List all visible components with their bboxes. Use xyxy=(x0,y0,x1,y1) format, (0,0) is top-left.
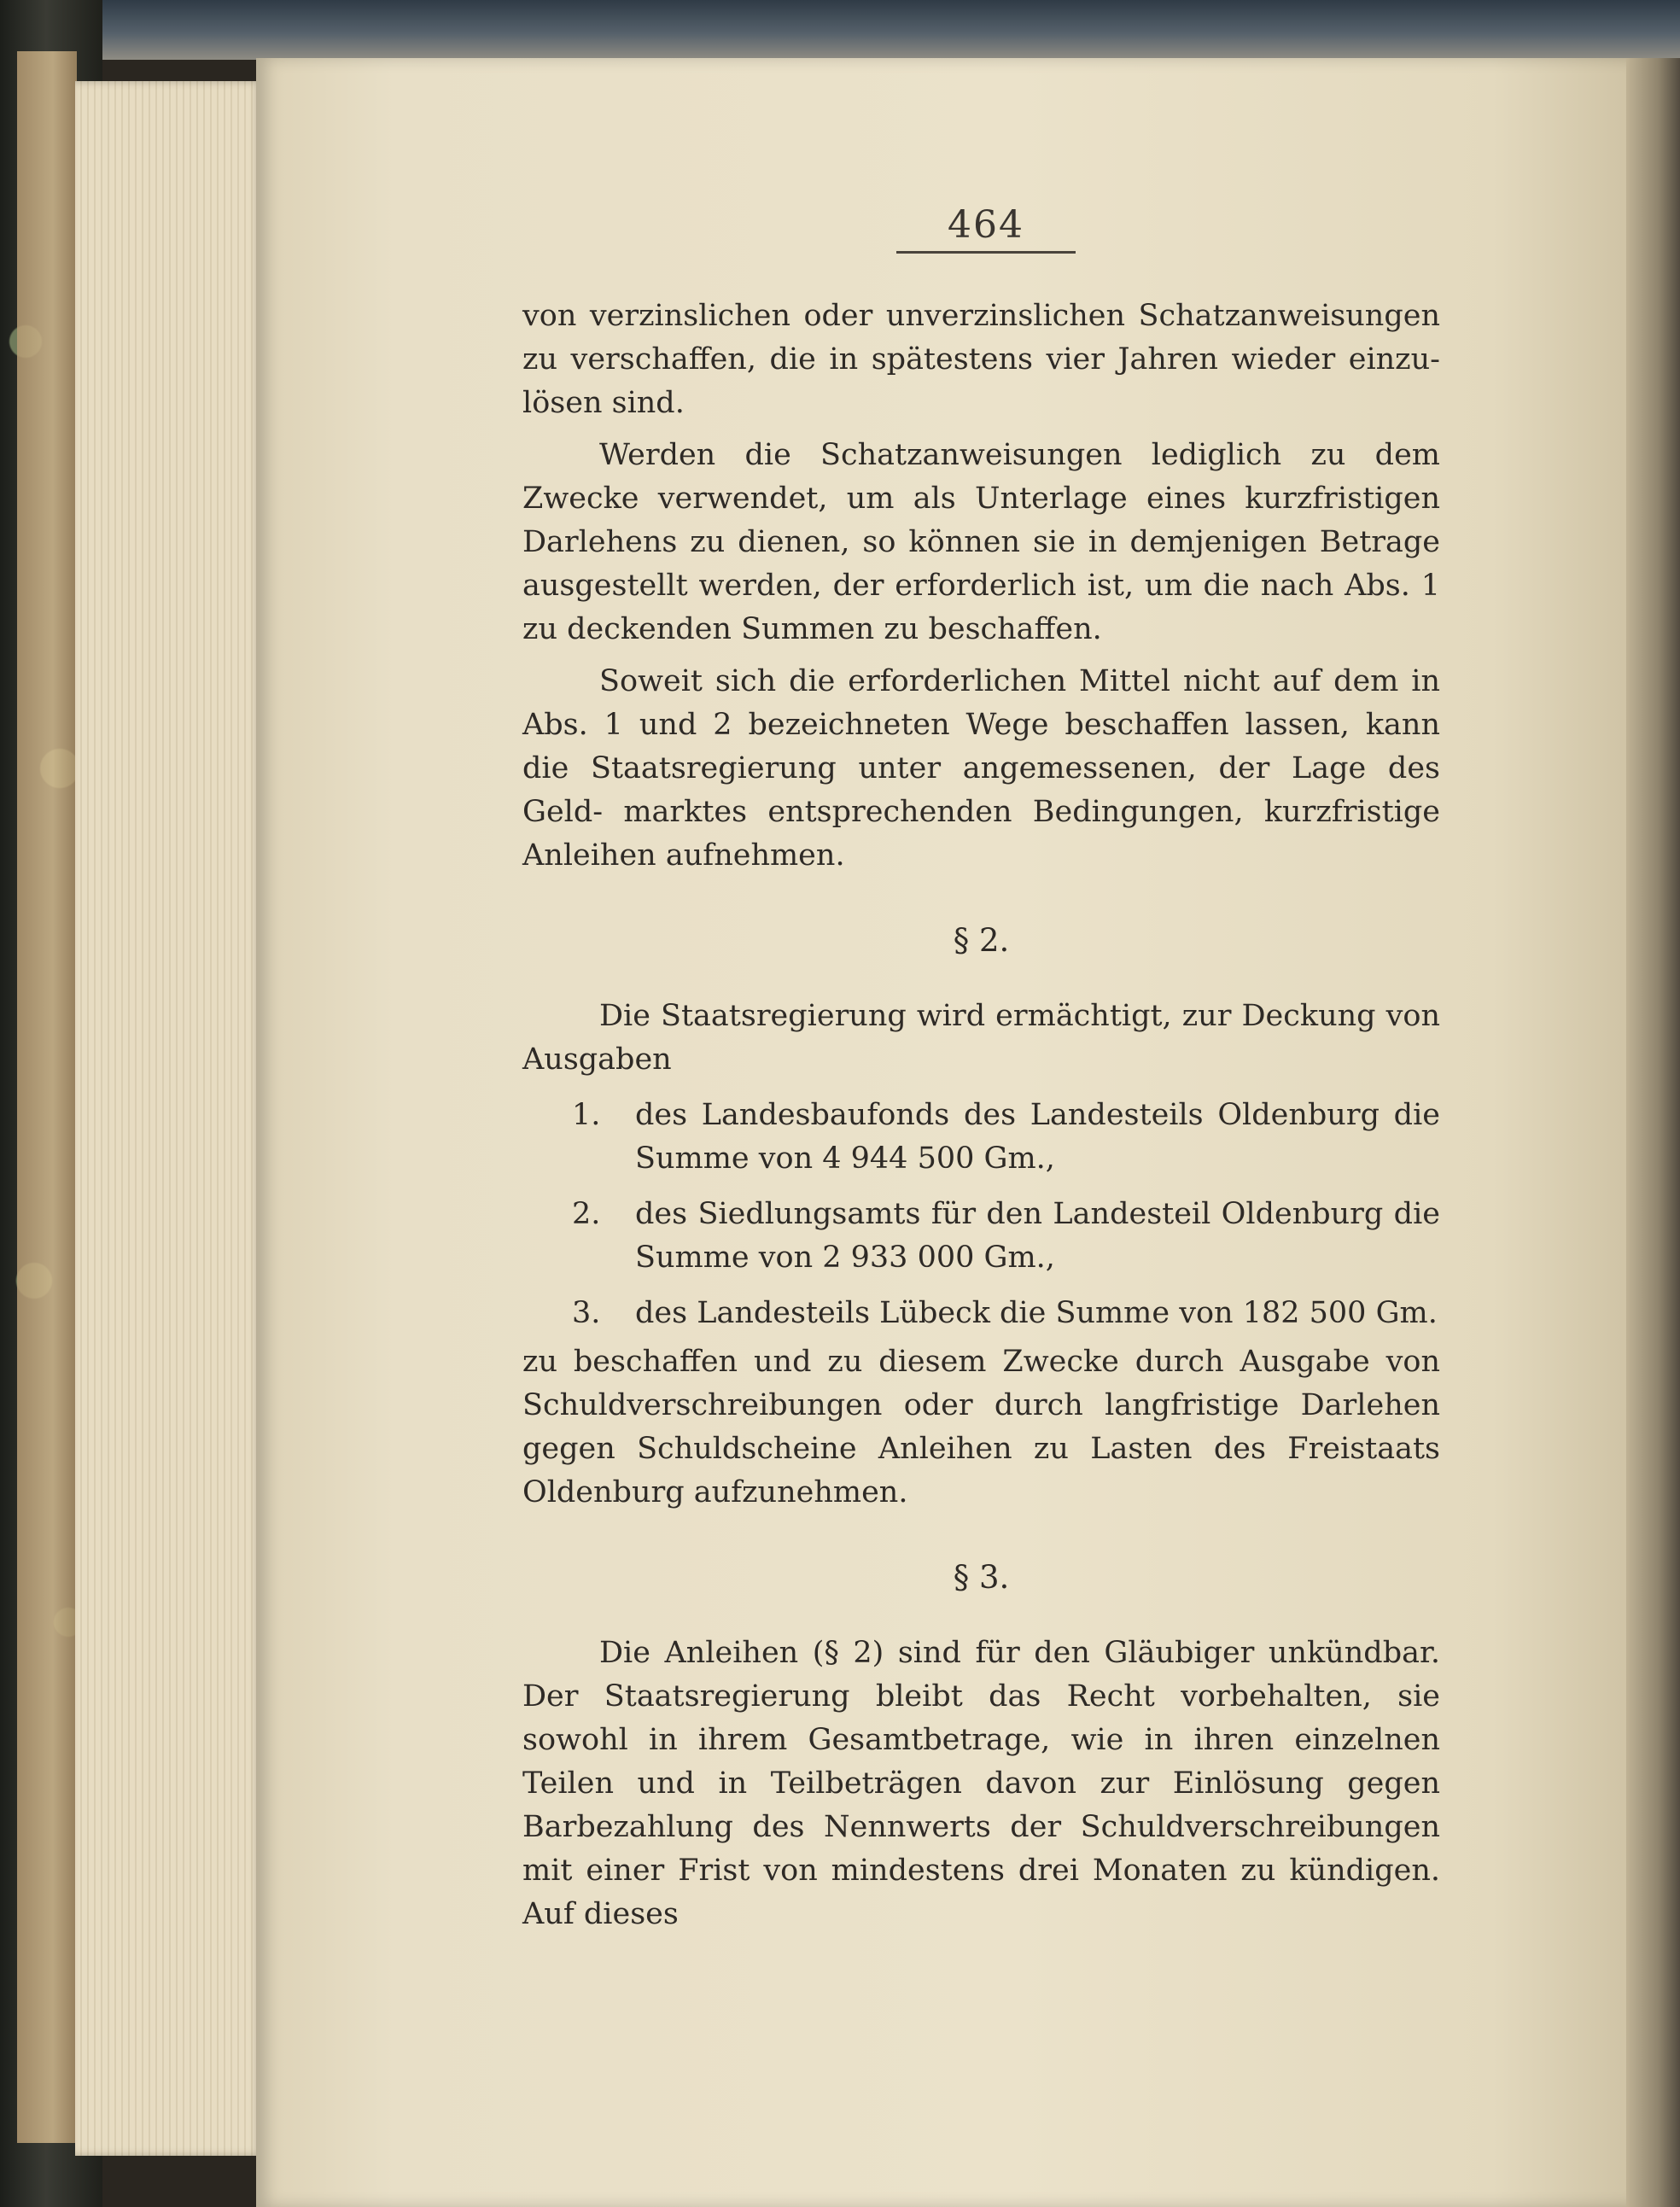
section-3-text: Die Anleihen (§ 2) sind für den Gläubiger unkündbar. Der Staatsregierung bleibt das Recht vorbehalten, sie sowohl in ihrem Gesamtbetrage, wie in ihren einzelnen Teilen und in Teilbeträgen davon zur Einlösung gegen Barbezahlung des Nennwerts der Schuldverschreibungen mit einer Frist von mindestens drei Monaten zu kündigen. Auf dieses xyxy=(522,1636,1440,1931)
facing-page-edge xyxy=(1626,58,1680,2207)
book-cover-trim xyxy=(17,51,77,2143)
paragraph-continuation: von verzinslichen oder unverzinslichen Schatzanweisungen zu verschaffen, die in spätestens vier Jahren wieder einzu- lösen sind. xyxy=(522,299,1440,420)
page-edges xyxy=(75,81,263,2156)
list-item xyxy=(522,1193,1440,1280)
page-number-rule xyxy=(896,251,1076,254)
page-text xyxy=(522,295,1440,1936)
book-cover-top xyxy=(0,0,1680,60)
list-item-number: 3. xyxy=(572,1296,601,1330)
list-item-text: des Landesbaufonds des Landesteils Oldenburg die Summe von 4 944 500 Gm., xyxy=(635,1098,1440,1176)
section-2-heading: § 2. xyxy=(953,922,1010,959)
list-item xyxy=(522,1292,1440,1335)
section-2-closing: zu beschaffen und zu diesem Zwecke durch Ausgabe von Schuldverschreibungen oder durch langfristige Darlehen gegen Schuldscheine Anleihen zu Lasten des Freistaats Oldenburg aufzunehmen. xyxy=(522,1345,1440,1509)
list-item-text: des Siedlungsamts für den Landesteil Oldenburg die Summe von 2 933 000 Gm., xyxy=(635,1197,1440,1275)
list-item-number: 2. xyxy=(572,1197,601,1231)
paragraph-werden: Werden die Schatzanweisungen lediglich zu dem Zwecke verwendet, um als Unterlage eines kurzfristigen Darlehens zu dienen, so können sie in demjenigen Betrage ausgestellt werden, der erforderlich ist, um die nach Abs. 1 zu deckenden Summen zu beschaffen. xyxy=(522,438,1440,646)
page-number: 464 xyxy=(948,203,1024,247)
list-item-number: 1. xyxy=(572,1098,601,1132)
section-3-heading: § 3. xyxy=(953,1559,1010,1596)
section-2-list xyxy=(522,1094,1440,1335)
list-item-text: des Landesteils Lübeck die Summe von 182 500 Gm. xyxy=(635,1296,1438,1330)
list-item xyxy=(522,1094,1440,1181)
section-2-intro: Die Staatsregierung wird ermächtigt, zur Deckung von Ausgaben xyxy=(522,999,1440,1077)
paragraph-soweit: Soweit sich die erforderlichen Mittel nicht auf dem in Abs. 1 und 2 bezeichneten Wege beschaffen lassen, kann die Staatsregierung unter angemessenen, der Lage des Geld- marktes entsprechenden Bedingungen, kurzfristige Anleihen aufnehmen. xyxy=(522,664,1440,873)
